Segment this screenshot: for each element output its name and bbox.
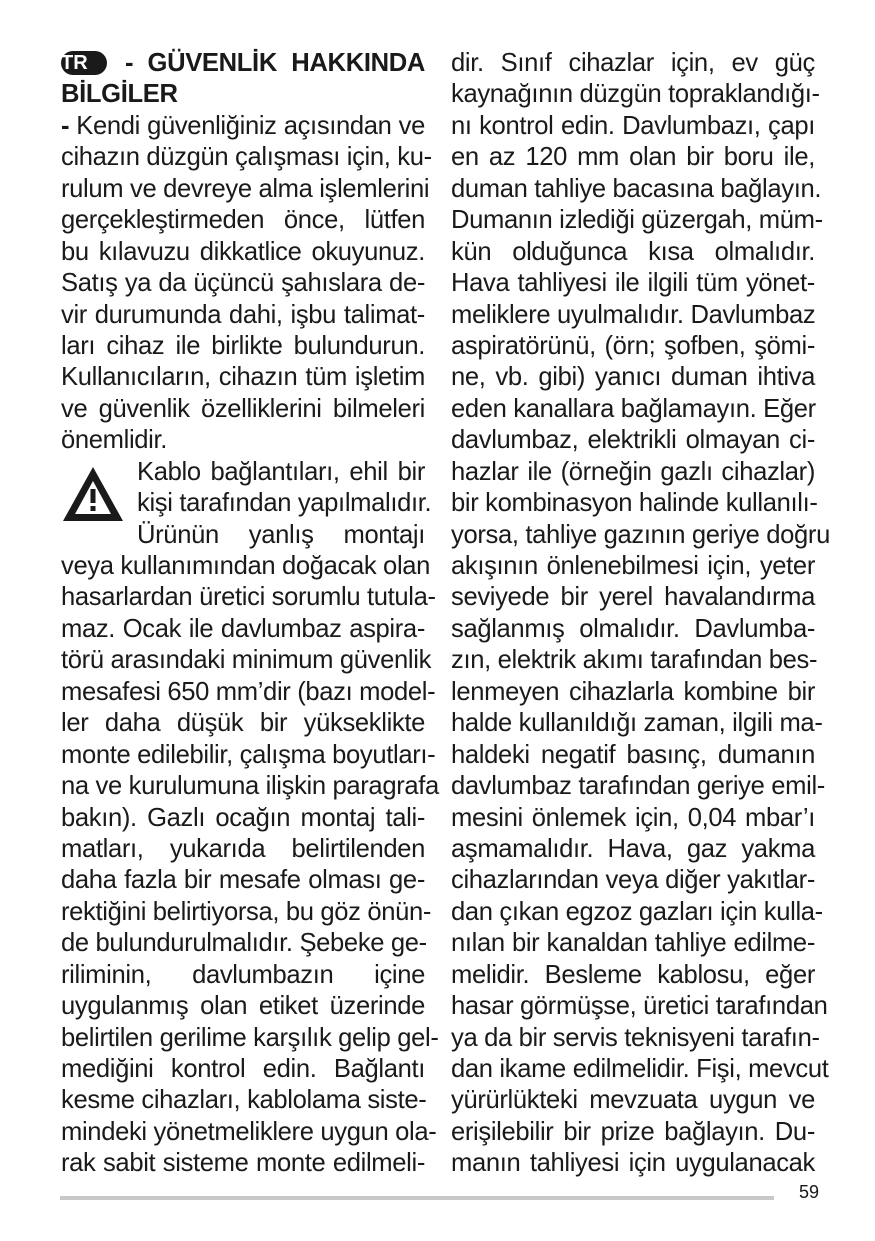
language-badge: TR	[61, 51, 107, 75]
paragraph-line: hazlar ile (örneğin gazlı cihazlar)	[451, 457, 815, 486]
paragraph-line: - Kendi güvenliğiniz açısından ve	[61, 111, 425, 140]
heading-line-1	[61, 48, 425, 79]
paragraph-line: önemlidir.	[61, 426, 168, 455]
paragraph-line: ve güvenlik özelliklerini bilmeleri	[61, 394, 425, 423]
paragraph-line: monte edilebilir, çalışma boyutları-	[61, 740, 436, 769]
paragraph-line: cihazlarından veya diğer yakıtlar-	[451, 866, 815, 895]
paragraph-line: kesme cihazları, kablolama siste-	[61, 1086, 427, 1115]
paragraph-line: maz. Ocak ile davlumbaz aspira-	[61, 614, 425, 643]
heading-line-2: BİLGİLER	[61, 80, 178, 109]
paragraph-line: melidir. Besleme kablosu, eğer	[451, 960, 815, 989]
paragraph-line: Ürünün yanlış montajı	[137, 520, 425, 549]
paragraph-line: yürürlükteki mevzuata uygun ve	[451, 1086, 815, 1115]
paragraph-line: Dumanın izlediği güzergah, müm-	[451, 206, 823, 235]
paragraph-line: bir kombinasyon halinde kullanılı-	[451, 489, 818, 518]
paragraph-line: lenmeyen cihazlarla kombine bir	[451, 677, 815, 706]
paragraph-line: mediğini kontrol edin. Bağlantı	[61, 1055, 425, 1083]
paragraph-line: nılan bir kanaldan tahliye edilme-	[451, 929, 815, 958]
paragraph-line: davlumbaz tarafından geriye emil-	[451, 772, 825, 801]
paragraph-line: seviyede bir yerel havalandırma	[451, 583, 815, 612]
paragraph-line: daha fazla bir mesafe olması ge-	[61, 866, 425, 895]
paragraph-line: rektiğini belirtiyorsa, bu göz önün-	[61, 897, 432, 926]
right-column	[451, 48, 830, 1180]
paragraph-line: ları cihaz ile birlikte bulundurun.	[61, 331, 425, 360]
paragraph-line: Satış ya da üçüncü şahıslara de-	[61, 269, 425, 298]
paragraph-line: aspiratörünü, (örn; şofben, şömi-	[451, 331, 815, 360]
paragraph-line: Kablo bağlantıları, ehil bir	[137, 457, 425, 486]
paragraph-line: yorsa, tahliye gazının geriye doğru	[451, 520, 830, 549]
paragraph-line: Hava tahliyesi ile ilgili tüm yönet-	[451, 269, 815, 298]
paragraph-line: halde kullanıldığı zaman, ilgili ma-	[451, 709, 823, 738]
paragraph-line: hasarlardan üretici sorumlu tutula-	[61, 583, 436, 612]
paragraph-line: uygulanmış olan etiket üzerinde	[61, 992, 425, 1021]
intro-paragraph	[61, 111, 432, 457]
warning-triangle-icon	[61, 465, 125, 523]
paragraph-line: hasar görmüşse, üretici tarafından	[451, 992, 828, 1021]
paragraph-line: kün olduğunca kısa olmalıdır.	[451, 237, 815, 266]
paragraph-line: kişi tarafından yapılmalıdır.	[137, 489, 432, 518]
paragraph-line: rak sabit sisteme monte edilmeli-	[61, 1149, 425, 1178]
paragraph-line: akışının önlenebilmesi için, yeter	[451, 552, 815, 580]
paragraph-line: bakın). Gazlı ocağın montaj tali-	[61, 803, 425, 832]
paragraph-line: rulum ve devreye alma işlemlerini	[61, 174, 430, 203]
paragraph-line: zın, elektrik akımı tarafından bes-	[451, 646, 818, 675]
paragraph-line: Kullanıcıların, cihazın tüm işletim	[61, 363, 425, 392]
paragraph-line: bu kılavuzu dikkatlice okuyunuz.	[61, 237, 425, 266]
paragraph-line: dan ikame edilmelidir. Fişi, mevcut	[451, 1055, 829, 1083]
paragraph-line: gerçekleştirmeden önce, lütfen	[61, 206, 425, 235]
paragraph-line: vir durumunda dahi, işbu talimat-	[61, 300, 425, 329]
paragraph-line: de bulundurulmalıdır. Şebeke ge-	[61, 929, 427, 958]
paragraph-line: veya kullanımından doğacak olan	[61, 552, 431, 580]
paragraph-line: mindeki yönetmeliklere uygun ola-	[61, 1117, 437, 1146]
paragraph-line: mesini önlemek için, 0,04 mbar’ı	[451, 803, 815, 832]
section-heading	[61, 48, 425, 111]
footer-rule	[60, 1196, 774, 1200]
paragraph-line: en az 120 mm olan bir boru ile,	[451, 143, 815, 172]
paragraph-line: belirtilen gerilime karşılık gelip gel-	[61, 1023, 439, 1052]
page-number: 59	[798, 1182, 819, 1202]
paragraph-line: eden kanallara bağlamayın. Eğer	[451, 394, 816, 423]
paragraph-line: mesafesi 650 mm’dir (bazı model-	[61, 677, 436, 706]
paragraph-line: meliklere uyulmalıdır. Davlumbaz	[451, 300, 816, 329]
paragraph-line: ya da bir servis teknisyeni tarafın-	[451, 1023, 820, 1052]
paragraph-line: cihazın düzgün çalışması için, ku-	[61, 143, 432, 172]
paragraph-line: kaynağının düzgün topraklandığı-	[451, 80, 820, 109]
paragraph-line: manın tahliyesi için uygulanacak	[451, 1149, 815, 1178]
paragraph-line: matları, yukarıda belirtilenden	[61, 834, 425, 863]
paragraph-line: ler daha düşük bir yükseklikte	[61, 709, 425, 738]
paragraph-line: davlumbaz, elektrikli olmayan ci-	[451, 426, 815, 455]
paragraph-line: dir. Sınıf cihazlar için, ev güç	[451, 49, 815, 77]
warning-paragraph	[61, 457, 439, 1180]
paragraph-line: törü arasındaki minimum güvenlik	[61, 646, 432, 675]
paragraph-line: riliminin, davlumbazın içine	[61, 960, 425, 989]
paragraph-line: aşmamalıdır. Hava, gaz yakma	[451, 834, 815, 863]
heading-text-1: - GÜVENLİK HAKKINDA	[125, 49, 425, 77]
paragraph-line: nı kontrol edin. Davlumbazı, çapı	[451, 111, 815, 140]
paragraph-line: sağlanmış olmalıdır. Davlumba-	[451, 614, 815, 643]
left-column	[61, 48, 439, 1180]
paragraph-line: haldeki negatif basınç, dumanın	[451, 740, 815, 769]
paragraph-line: erişilebilir bir prize bağlayın. Du-	[451, 1117, 815, 1146]
intro-dash: -	[61, 111, 70, 140]
paragraph-line: dan çıkan egzoz gazları için kulla-	[451, 897, 823, 926]
paragraph-line: duman tahliye bacasına bağlayın.	[451, 174, 822, 203]
paragraph-line: na ve kurulumuna ilişkin paragrafa	[61, 772, 439, 801]
paragraph-line: ne, vb. gibi) yanıcı duman ihtiva	[451, 363, 815, 392]
